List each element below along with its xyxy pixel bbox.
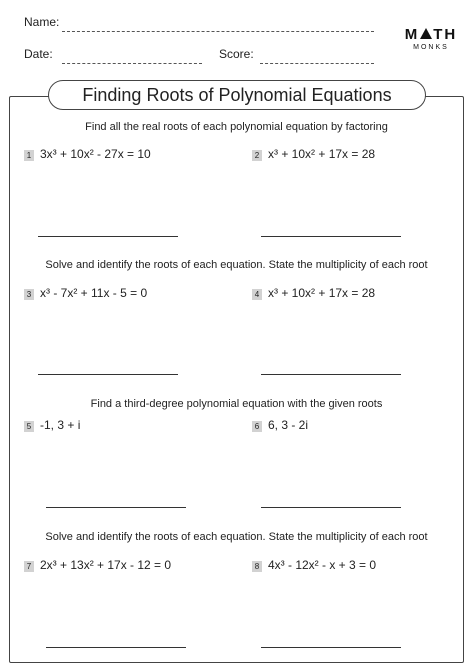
problem-4-equation: x³ + 10x² + 17x = 28: [268, 286, 376, 300]
section-4-instruction: Solve and identify the roots of each equation. State the multiplicity of each root: [45, 531, 428, 543]
section-2-instruction: Solve and identify the roots of each equation. State the multiplicity of each root: [45, 259, 428, 271]
answer-line-2[interactable]: [261, 236, 401, 237]
worksheet-title: Finding Roots of Polynomial Equations: [48, 80, 426, 110]
problem-2-number: 2: [252, 150, 262, 161]
problem-4-number: 4: [252, 289, 262, 300]
problem-1-equation: 3x³ + 10x² - 27x = 10: [40, 147, 151, 161]
name-label: Name:: [24, 15, 60, 29]
logo-triangle-icon: [420, 28, 432, 39]
problem-3-number: 3: [24, 289, 34, 300]
problem-3-equation: x³ - 7x² + 11x - 5 = 0: [40, 286, 148, 300]
answer-line-6[interactable]: [261, 507, 401, 508]
problem-6-roots: 6, 3 - 2i: [268, 418, 309, 432]
answer-line-3[interactable]: [38, 374, 178, 375]
section-3-instruction: Find a third-degree polynomial equation with the given roots: [90, 398, 383, 410]
date-field-line[interactable]: [62, 63, 202, 64]
problem-5-number: 5: [24, 421, 34, 432]
problem-8-number: 8: [252, 561, 262, 572]
problem-8-equation: 4x³ - 12x² - x + 3 = 0: [268, 558, 377, 572]
logo-wordmark: [405, 26, 457, 43]
math-monks-logo: [405, 26, 457, 51]
answer-line-8[interactable]: [261, 647, 401, 648]
section-1-instruction: Find all the real roots of each polynomial equation by factoring: [85, 121, 388, 133]
score-field-line[interactable]: [260, 63, 374, 64]
problem-5-roots: -1, 3 + i: [40, 418, 81, 432]
score-label: Score:: [219, 47, 254, 61]
problem-7-equation: 2x³ + 13x² + 17x - 12 = 0: [40, 558, 172, 572]
logo-th: TH: [433, 26, 458, 43]
problem-7-number: 7: [24, 561, 34, 572]
problem-6-number: 6: [252, 421, 262, 432]
answer-line-5[interactable]: [46, 507, 186, 508]
name-field-line[interactable]: [62, 31, 374, 32]
answer-line-1[interactable]: [38, 236, 178, 237]
worksheet-frame: [9, 96, 464, 663]
answer-line-7[interactable]: [46, 647, 186, 648]
date-label: Date:: [24, 47, 53, 61]
logo-m: M: [404, 26, 420, 43]
problem-1-number: 1: [24, 150, 34, 161]
logo-subtext: MONKS: [413, 44, 449, 51]
problem-2-equation: x³ + 10x² + 17x = 28: [268, 147, 376, 161]
answer-line-4[interactable]: [261, 374, 401, 375]
